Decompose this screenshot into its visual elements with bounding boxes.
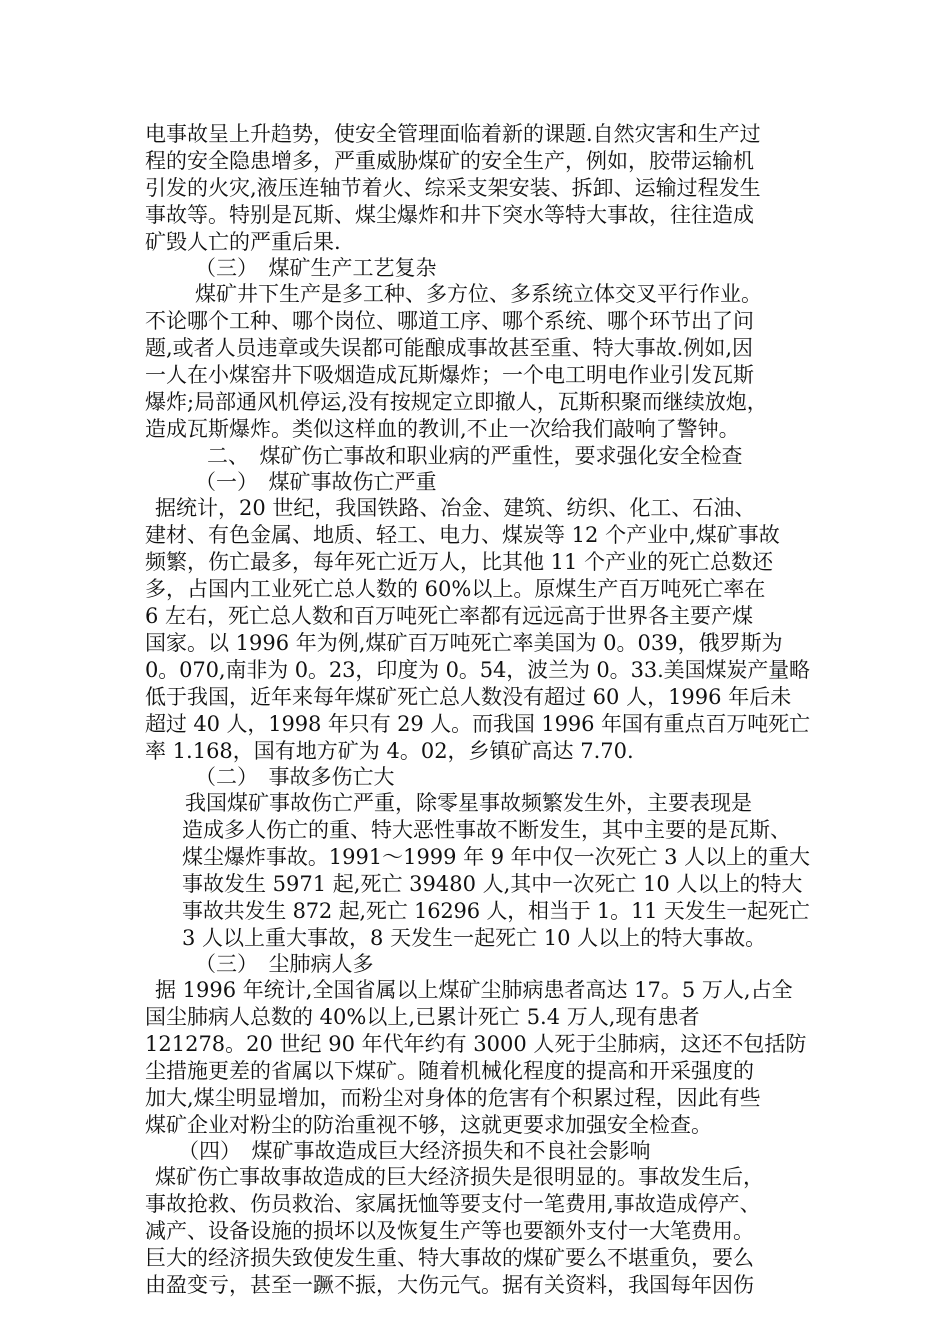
body-text-line: 事故共发生 872 起,死亡 16296 人，相当于 1。11 天发生一起死亡 bbox=[182, 899, 810, 923]
body-text-line: 超过 40 人，1998 年只有 29 人。而我国 1996 年国有重点百万吨死亡 bbox=[145, 712, 810, 736]
body-text-line: 爆炸;局部通风机停运,没有按规定立即撤人，瓦斯积聚而继续放炮， bbox=[145, 390, 768, 414]
body-text-line: 低于我国，近年来每年煤矿死亡总人数没有超过 60 人，1996 年后未 bbox=[145, 685, 792, 709]
body-text-line: 3 人以上重大事故，8 天发生一起死亡 10 人以上的特大事故。 bbox=[182, 926, 767, 950]
body-text-line: 据统计，20 世纪，我国铁路、冶金、建筑、纺织、化工、石油、 bbox=[155, 496, 756, 520]
body-text-line: 我国煤矿事故伤亡严重，除零星事故频繁发生外，主要表现是 bbox=[185, 791, 752, 815]
body-text-line: 尘措施更差的省属以下煤矿。随着机械化程度的提高和开采强度的 bbox=[145, 1059, 754, 1083]
body-text-line: 据 1996 年统计,全国省属以上煤矿尘肺病患者高达 17。5 万人,占全 bbox=[155, 978, 793, 1002]
body-text-line: 事故发生 5971 起,死亡 39480 人,其中一次死亡 10 人以上的特大 bbox=[182, 872, 803, 896]
body-text-line: 不论哪个工种、哪个岗位、哪道工序、哪个系统、哪个环节出了问 bbox=[145, 309, 754, 333]
section-heading: （三） 煤矿生产工艺复杂 bbox=[195, 256, 437, 280]
body-text-line: 煤矿井下生产是多工种、多方位、多系统立体交叉平行作业。 bbox=[195, 282, 762, 306]
body-text-line: 一人在小煤窑井下吸烟造成瓦斯爆炸；一个电工明电作业引发瓦斯 bbox=[145, 363, 754, 387]
body-text-line: 矿毁人亡的严重后果. bbox=[145, 230, 341, 254]
body-text-line: 题,或者人员违章或失误都可能酿成事故甚至重、特大事故.例如,因 bbox=[145, 336, 754, 360]
body-text-line: 由盈变亏，甚至一蹶不振，大伤元气。据有关资料，我国每年因伤 bbox=[145, 1273, 754, 1297]
body-text-line: 多，占国内工业死亡总人数的 60%以上。原煤生产百万吨死亡率在 bbox=[145, 577, 766, 601]
body-text-line: 加大,煤尘明显增加，而粉尘对身体的危害有个积累过程，因此有些 bbox=[145, 1086, 761, 1110]
body-text-line: 电事故呈上升趋势，使安全管理面临着新的课题.自然灾害和生产过 bbox=[145, 122, 761, 146]
body-text-line: 造成瓦斯爆炸。类似这样血的教训,不止一次给我们敲响了警钟。 bbox=[145, 417, 740, 441]
body-text-line: 巨大的经济损失致使发生重、特大事故的煤矿要么不堪重负，要么 bbox=[145, 1246, 754, 1270]
body-text-line: 煤矿企业对粉尘的防治重视不够，这就更要求加强安全检查。 bbox=[145, 1113, 712, 1137]
section-heading: （四） 煤矿事故造成巨大经济损失和不良社会影响 bbox=[178, 1139, 651, 1163]
body-text-line: 建材、有色金属、地质、轻工、电力、煤炭等 12 个产业中,煤矿事故 bbox=[145, 523, 780, 547]
body-text-line: 煤矿伤亡事故事故造成的巨大经济损失是很明显的。事故发生后， bbox=[155, 1165, 764, 1189]
body-text-line: 事故抢救、伤员救治、家属抚恤等要支付一笔费用,事故造成停产、 bbox=[145, 1192, 761, 1216]
body-text-line: 0。070,南非为 0。23，印度为 0。54，波兰为 0。33.美国煤炭产量略 bbox=[145, 658, 810, 682]
section-heading: （一） 煤矿事故伤亡严重 bbox=[195, 470, 437, 494]
section-heading: （二） 事故多伤亡大 bbox=[195, 765, 395, 789]
body-text-line: 煤尘爆炸事故。1991～1999 年 9 年中仅一次死亡 3 人以上的重大 bbox=[182, 845, 810, 869]
body-text-line: 造成多人伤亡的重、特大恶性事故不断发生，其中主要的是瓦斯、 bbox=[182, 818, 791, 842]
chapter-heading: 二、 煤矿伤亡事故和职业病的严重性，要求强化安全检查 bbox=[207, 444, 743, 468]
body-text-line: 事故等。特别是瓦斯、煤尘爆炸和井下突水等特大事故，往往造成 bbox=[145, 203, 754, 227]
body-text-line: 国家。以 1996 年为例,煤矿百万吨死亡率美国为 0。039，俄罗斯为 bbox=[145, 631, 783, 655]
body-text-line: 121278。20 世纪 90 年代年约有 3000 人死于尘肺病，这还不包括防 bbox=[145, 1032, 807, 1056]
body-text-line: 率 1.168，国有地方矿为 4。02，乡镇矿高达 7.70. bbox=[145, 739, 634, 763]
section-heading: （三） 尘肺病人多 bbox=[195, 952, 374, 976]
body-text-line: 6 左右，死亡总人数和百万吨死亡率都有远远高于世界各主要产煤 bbox=[145, 604, 754, 628]
body-text-line: 频繁，伤亡最多，每年死亡近万人，比其他 11 个产业的死亡总数还 bbox=[145, 550, 774, 574]
body-text-line: 国尘肺病人总数的 40%以上,已累计死亡 5.4 万人,现有患者 bbox=[145, 1005, 700, 1029]
body-text-line: 引发的火灾,液压连轴节着火、综采支架安装、拆卸、运输过程发生 bbox=[145, 176, 761, 200]
body-text-line: 减产、设备设施的损坏以及恢复生产等也要额外支付一大笔费用。 bbox=[145, 1219, 754, 1243]
body-text-line: 程的安全隐患增多，严重威胁煤矿的安全生产，例如，胶带运输机 bbox=[145, 149, 754, 173]
